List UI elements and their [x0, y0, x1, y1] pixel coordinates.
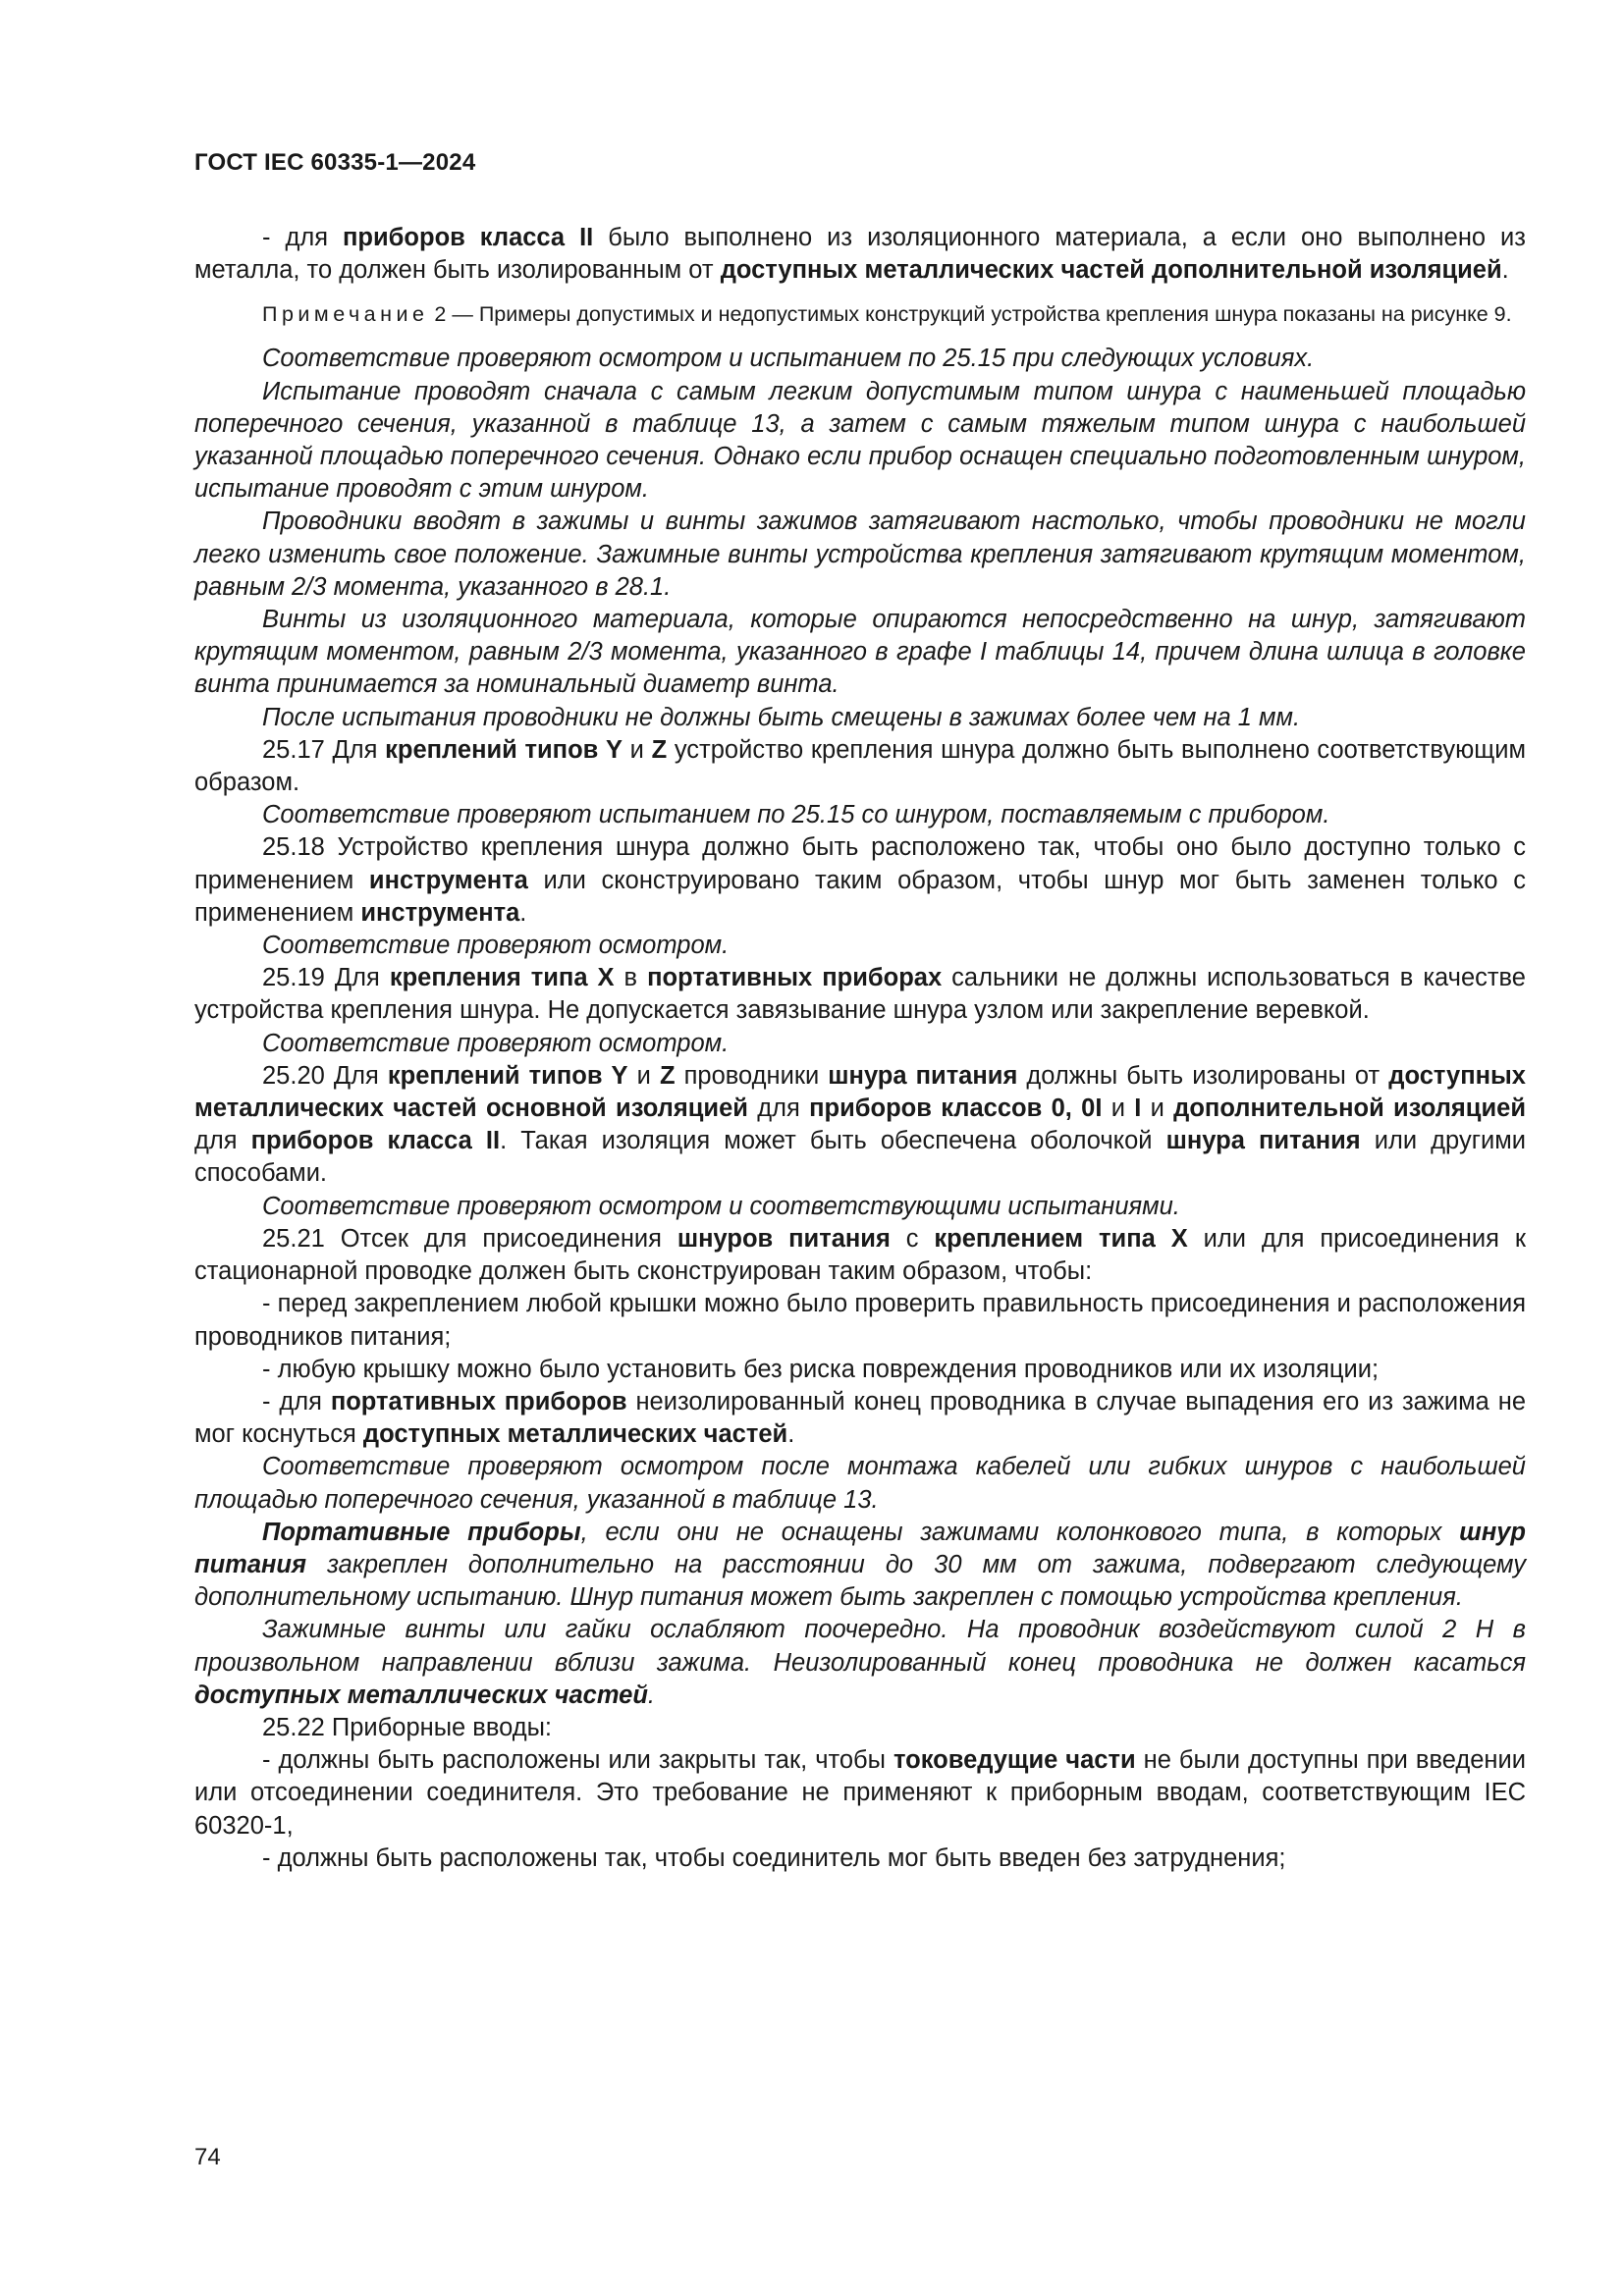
bold-term: шнуров питания — [677, 1224, 891, 1253]
text-run: Проводники вводят в зажимы и винты зажимов затягивают настолько, чтобы проводники не могли легко изменить свое положение. Зажимные винты устройства крепления затягивают крутящим моментом, равным 2/3 момента, указанного в 28.1. — [194, 507, 1526, 601]
bold-term: креплений типов Y — [387, 1061, 628, 1090]
text-run: закреплен дополнительно на расстоянии до 30 мм от зажима, подвергают следующему дополнительному испытанию. Шнур питания может быть закреплен с помощью устройства крепления. — [194, 1550, 1526, 1612]
bold-term: креплений типов Y — [385, 735, 623, 764]
body-paragraph — [194, 1614, 1526, 1712]
page-number: 74 — [194, 2144, 221, 2170]
text-run: 2 — Примеры допустимых и недопустимых конструкций устройства крепления шнура показаны на рисунке 9. — [428, 302, 1512, 327]
text-run: 25.21 Отсек для присоединения — [262, 1224, 677, 1253]
document-header: ГОСТ IEC 60335-1—2024 — [194, 149, 476, 176]
bold-term: инструмента — [368, 866, 528, 894]
text-run: и — [1102, 1095, 1135, 1123]
body-paragraph — [194, 604, 1526, 702]
bold-term: токоведущие части — [893, 1746, 1136, 1775]
bold-term: портативных приборов — [330, 1387, 627, 1415]
body-paragraph — [194, 1060, 1526, 1191]
body-paragraph — [194, 1517, 1526, 1615]
body-paragraph — [194, 1842, 1526, 1875]
bold-term: Z — [651, 735, 668, 764]
body-paragraph — [194, 222, 1526, 287]
text-run: должны быть изолированы от — [1017, 1061, 1389, 1090]
body-paragraph — [194, 343, 1526, 375]
text-run: Зажимные винты или гайки ослабляют поочередно. На проводник воздействуют силой 2 Н в произвольном направлении вблизи зажима. Неизолированный конец проводника не должен касаться — [194, 1616, 1526, 1677]
text-run: Соответствие проверяют осмотром. — [262, 932, 730, 960]
bold-term: доступных металлических частей — [362, 1420, 788, 1449]
bold-term: доступных металлических частей — [194, 1681, 648, 1709]
body-paragraph — [194, 1191, 1526, 1223]
body-paragraph — [194, 1354, 1526, 1386]
text-run: не были доступны при введении или отсоединении соединителя. Это требование не применяют к приборным вводам, соответствующим IEC 60320-1, — [194, 1746, 1526, 1840]
body-paragraph — [194, 506, 1526, 604]
text-run: - любую крышку можно было установить без риска повреждения проводников или их изоляции; — [262, 1355, 1380, 1383]
body-paragraph — [194, 1744, 1526, 1842]
body-paragraph — [194, 1712, 1526, 1744]
body-paragraph — [194, 962, 1526, 1027]
text-run: - для — [262, 224, 344, 251]
bold-term: приборов класса II — [343, 224, 594, 251]
note-paragraph — [194, 300, 1526, 329]
bold-term: шнура питания — [1165, 1127, 1361, 1155]
body-paragraph — [194, 831, 1526, 930]
text-run: - должны быть расположены так, чтобы соединитель мог быть введен без затруднения; — [262, 1843, 1286, 1872]
text-run: Соответствие проверяют испытанием по 25.15 со шнуром, поставляемым с прибором. — [262, 801, 1330, 829]
text-run: Примечание — [262, 302, 429, 327]
text-run: 25.20 Для — [262, 1061, 388, 1090]
body-paragraph — [194, 1028, 1526, 1060]
body-paragraph — [194, 930, 1526, 962]
text-run: 25.22 Приборные вводы: — [262, 1713, 553, 1741]
body-paragraph — [194, 1288, 1526, 1353]
text-run: было выполнено из изоляционного материала, а если оно выполнено из металла, то должен быть изолированным от — [194, 224, 1526, 285]
text-run: и — [1141, 1095, 1174, 1123]
text-run: сальники не должны использоваться в качестве устройства крепления шнура. Не допускается завязывание шнура узлом или закрепление веревкой. — [194, 964, 1526, 1025]
text-run: устройство крепления шнура должно быть выполнено соответствующим образом. — [194, 735, 1526, 797]
text-run: Испытание проводят сначала с самым легким допустимым типом шнура с наименьшей площадью поперечного сечения, указанной в таблице 13, а затем с самым тяжелым типом шнура с наибольшей указанной площадью поперечного сечения. Однако если прибор оснащен специально подготовленным шнуром, испытание проводят с этим шнуром. — [194, 377, 1526, 504]
text-run: с — [890, 1224, 935, 1253]
bold-term: шнур питания — [194, 1518, 1526, 1578]
text-run: . — [1501, 256, 1509, 285]
bold-term: инструмента — [360, 898, 520, 927]
text-run: Соответствие проверяют осмотром и соответствующими испытаниями. — [262, 1192, 1180, 1220]
text-run: Соответствие проверяют осмотром и испытанием по 25.15 при следующих условиях. — [262, 345, 1315, 373]
text-run: . — [647, 1681, 656, 1709]
document-body — [194, 222, 1526, 1875]
bold-term: креплением типа X — [934, 1224, 1188, 1253]
text-run: . — [787, 1420, 795, 1449]
bold-term: доступных металлических частей основной изоляцией — [194, 1061, 1526, 1123]
bold-term: Z — [659, 1061, 676, 1090]
text-run: для — [194, 1127, 251, 1155]
text-run: . — [519, 898, 527, 927]
bold-term: портативных приборах — [647, 964, 943, 992]
text-run: После испытания проводники не должны быть смещены в зажимах более чем на 1 мм. — [262, 703, 1301, 731]
body-paragraph — [194, 734, 1526, 799]
text-run: 25.17 Для — [262, 735, 386, 764]
text-run: проводники — [675, 1061, 829, 1090]
body-paragraph — [194, 1386, 1526, 1451]
text-run: или для присоединения к стационарной проводке должен быть сконструирован таким образом, чтобы: — [194, 1224, 1526, 1286]
bold-term: приборов классов 0, 0I — [809, 1095, 1103, 1123]
text-run: - перед закреплением любой крышки можно было проверить правильность присоединения и расположения проводников питания; — [194, 1290, 1526, 1351]
bold-term: крепления типа X — [389, 964, 615, 992]
text-run: , если они не оснащены зажимами колонкового типа, в которых — [580, 1518, 1460, 1546]
text-run: - для — [262, 1387, 331, 1415]
bold-term: приборов класса II — [250, 1127, 501, 1155]
text-run: . Такая изоляция может быть обеспечена оболочкой — [500, 1127, 1166, 1155]
bold-term: доступных металлических частей дополнительной изоляцией — [720, 256, 1502, 285]
body-paragraph — [194, 702, 1526, 734]
text-run: неизолированный конец проводника в случае выпадения его из зажима не мог коснуться — [194, 1387, 1526, 1449]
text-run: - должны быть расположены или закрыты так, чтобы — [262, 1746, 893, 1775]
text-run: и — [627, 1061, 660, 1090]
bold-term: дополнительной изоляцией — [1173, 1095, 1526, 1123]
bold-term: I — [1134, 1095, 1142, 1123]
text-run: 25.18 Устройство крепления шнура должно быть расположено так, чтобы оно было доступно только с применением — [194, 833, 1526, 894]
text-run: Соответствие проверяют осмотром после монтажа кабелей или гибких шнуров с наибольшей площадью поперечного сечения, указанной в таблице 13. — [194, 1453, 1526, 1514]
text-run: Винты из изоляционного материала, которые опираются непосредственно на шнур, затягивают крутящим моментом, равным 2/3 момента, указанного в графе I таблицы 14, причем длина шлица в головке винта принимается за номинальный диаметр винта. — [194, 606, 1526, 699]
text-run: для — [747, 1095, 810, 1123]
body-paragraph — [194, 1451, 1526, 1516]
body-paragraph — [194, 1223, 1526, 1288]
bold-term: шнура питания — [828, 1061, 1018, 1090]
body-paragraph — [194, 376, 1526, 507]
body-paragraph — [194, 799, 1526, 831]
text-run: 25.19 Для — [262, 964, 390, 992]
text-run: Соответствие проверяют осмотром. — [262, 1029, 730, 1057]
text-run: и — [623, 735, 652, 764]
text-run: в — [614, 964, 648, 992]
text-run: или другими способами. — [194, 1127, 1527, 1188]
bold-term: Портативные приборы — [262, 1518, 581, 1546]
text-run: или сконструировано таким образом, чтобы шнур мог быть заменен только с применением — [194, 866, 1526, 927]
